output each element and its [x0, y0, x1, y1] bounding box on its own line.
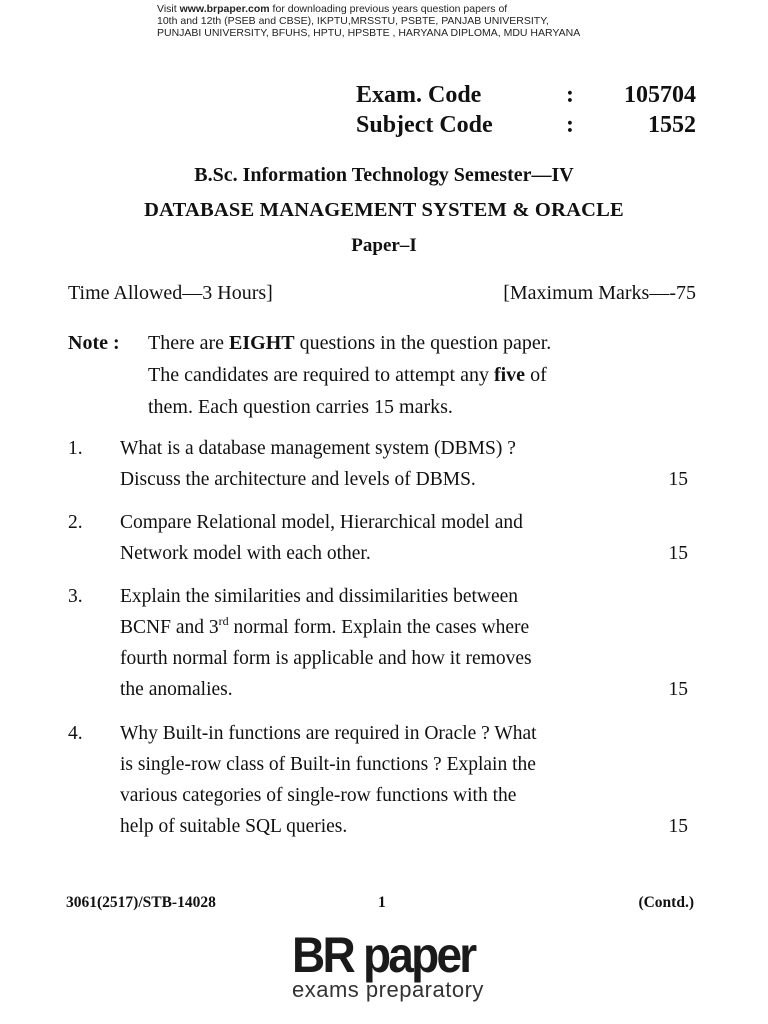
question-line: BCNF and 3rd normal form. Explain the cases where	[120, 614, 530, 638]
banner-site-link[interactable]: www.brpaper.com	[179, 3, 270, 15]
question-marks: 15	[668, 816, 688, 837]
subject-code-value: 1552	[648, 112, 696, 138]
question-line: Discuss the architecture and levels of DBMS.	[120, 469, 476, 490]
question-number: 2.	[68, 512, 83, 533]
subject-code-label: Subject Code	[356, 112, 493, 138]
exam-code-label: Exam. Code	[356, 82, 482, 108]
logo-tagline: exams preparatory	[292, 977, 484, 1002]
question-number: 3.	[68, 586, 83, 607]
brpaper-logo	[280, 925, 510, 1010]
question-marks: 15	[668, 543, 688, 564]
page-number: 1	[378, 894, 386, 911]
question-line: What is a database management system (DBMS) ?	[120, 438, 516, 459]
banner-line-1: Visit www.brpaper.com for downloading previous years question papers of	[157, 3, 508, 15]
website-banner	[157, 3, 717, 39]
question-line: Explain the similarities and dissimilarities between	[120, 586, 519, 607]
banner-line-2: 10th and 12th (PSEB and CBSE), IKPTU,MRSSTU, PSBTE, PANJAB UNIVERSITY,	[157, 15, 549, 27]
ordinal-superscript: rd	[218, 614, 229, 628]
question-line: the anomalies.	[120, 679, 233, 700]
maximum-marks: [Maximum Marks—-75	[503, 282, 696, 304]
question-line: help of suitable SQL queries.	[120, 816, 348, 837]
exam-code-value: 105704	[624, 82, 696, 108]
question-line: is single-row class of Built-in functions ? Explain the	[120, 754, 536, 775]
time-allowed: Time Allowed—3 Hours]	[68, 282, 273, 304]
banner-line-3: PUNJABI UNIVERSITY, BFUHS, HPTU, HPSBTE , HARYANA DIPLOMA, MDU HARYANA	[157, 27, 581, 39]
exam-code-colon: :	[566, 82, 574, 108]
subject-code-colon: :	[566, 112, 574, 138]
exam-code-row	[356, 80, 696, 110]
question-line: Why Built-in functions are required in Oracle ? What	[120, 723, 537, 744]
note-line-1: There are EIGHT questions in the question paper.	[148, 332, 552, 354]
question-line: Network model with each other.	[120, 543, 371, 564]
question-line: various categories of single-row functions with the	[120, 785, 517, 806]
question-number: 1.	[68, 438, 83, 459]
subject-title: DATABASE MANAGEMENT SYSTEM & ORACLE	[144, 199, 624, 221]
question-number: 4.	[68, 723, 83, 744]
paper-number: Paper–I	[351, 235, 417, 256]
exam-codes	[356, 80, 696, 140]
question-marks: 15	[668, 469, 688, 490]
continued-label: (Contd.)	[638, 894, 694, 911]
question-line: Compare Relational model, Hierarchical model and	[120, 512, 523, 533]
question-marks: 15	[668, 679, 688, 700]
paper-code: 3061(2517)/STB-14028	[66, 894, 216, 911]
question-line: fourth normal form is applicable and how it removes	[120, 648, 532, 669]
course-title: B.Sc. Information Technology Semester—IV	[194, 164, 574, 186]
logo-brand: BR paper	[292, 927, 475, 983]
note-label: Note :	[68, 332, 120, 354]
note-line-3: them. Each question carries 15 marks.	[148, 396, 453, 418]
note-line-2: The candidates are required to attempt any five of	[148, 364, 547, 386]
subject-code-row	[356, 110, 696, 140]
